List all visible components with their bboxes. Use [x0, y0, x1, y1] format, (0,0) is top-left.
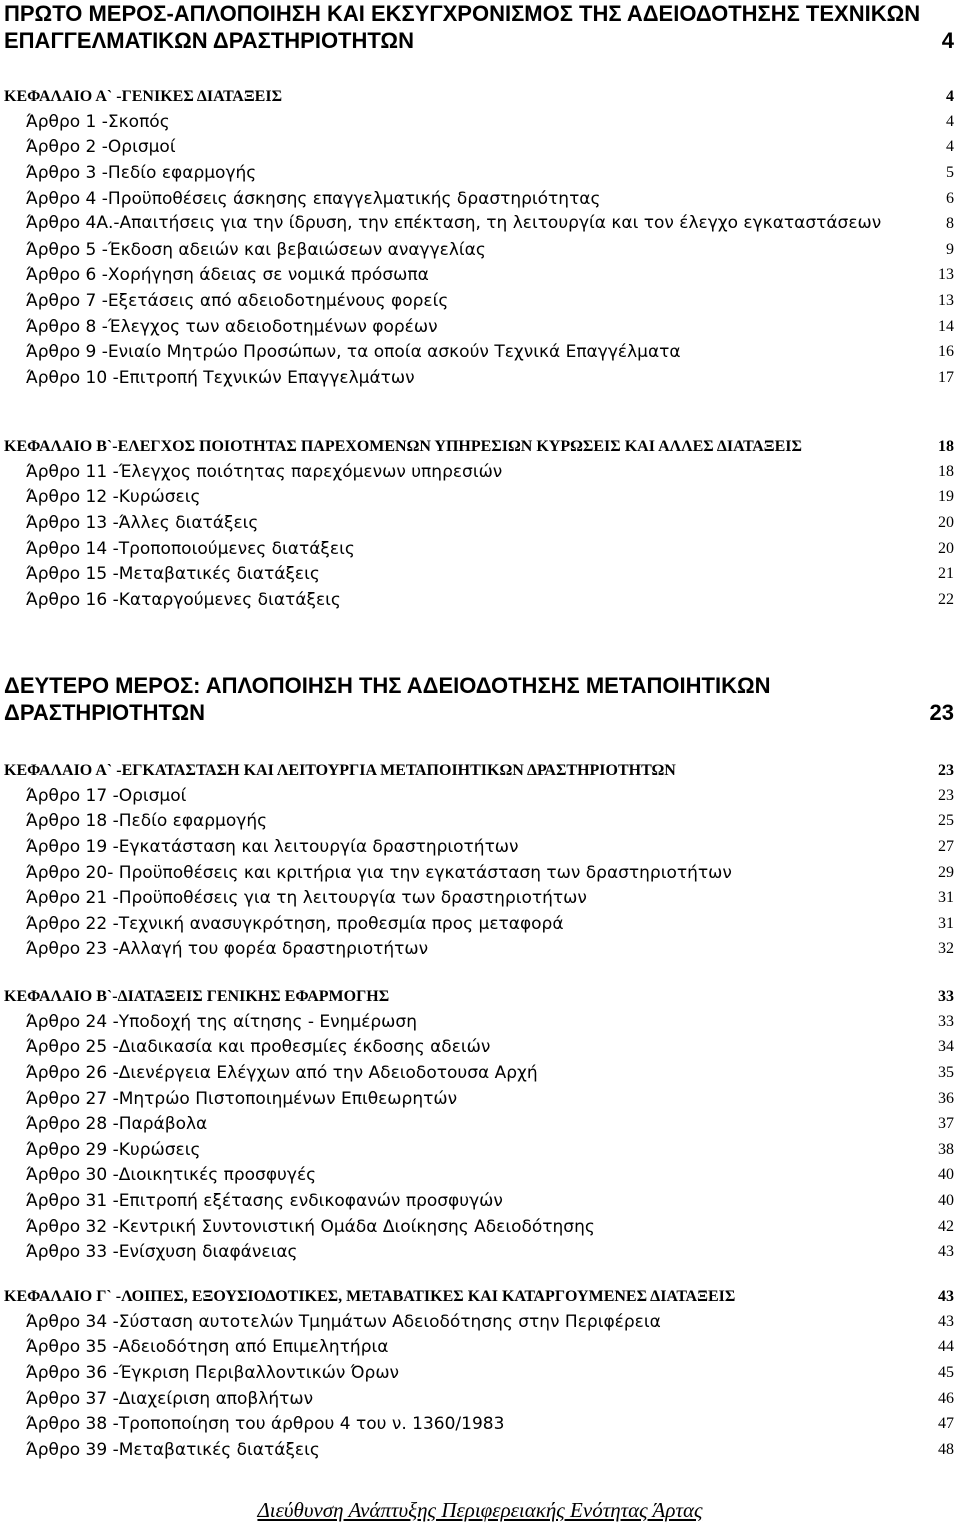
chapter-page-number: 23 — [938, 762, 954, 779]
article-title: Άρθρο 6 -Χορήγηση άδειας σε νομικά πρόσωπα — [26, 265, 429, 286]
article-page-number: 42 — [938, 1217, 954, 1235]
chapter-heading — [4, 758, 954, 783]
toc-article-row — [26, 211, 954, 237]
chapter-title: ΚΕΦΑΛΑΙΟ Α` -ΓΕΝΙΚΕΣ ΔΙΑΤΑΞΕΙΣ — [4, 88, 283, 105]
toc-article-row — [26, 937, 954, 963]
article-page-number: 40 — [938, 1191, 954, 1209]
toc-article-row — [26, 186, 954, 212]
article-page-number: 13 — [938, 291, 954, 309]
chapter-section — [0, 434, 960, 613]
article-title: Άρθρο 15 -Μεταβατικές διατάξεις — [26, 564, 320, 585]
article-title: Άρθρο 37 -Διαχείριση αποβλήτων — [26, 1388, 314, 1409]
part-heading — [4, 672, 954, 726]
toc-article-row — [26, 1360, 954, 1386]
article-title: Άρθρο 3 -Πεδίο εφαρμογής — [26, 162, 257, 183]
article-page-number: 43 — [938, 1243, 954, 1261]
article-page-number: 38 — [938, 1140, 954, 1158]
article-page-number: 27 — [938, 837, 954, 855]
toc-article-row — [26, 783, 954, 809]
article-title: Άρθρο 28 -Παράβολα — [26, 1114, 208, 1135]
article-title: Άρθρο 23 -Αλλαγή του φορέα δραστηριοτήτων — [26, 939, 429, 960]
toc-article-row — [26, 1060, 954, 1086]
chapter-heading — [4, 84, 954, 109]
article-title: Άρθρο 12 -Κυρώσεις — [26, 487, 201, 508]
toc-article-row — [26, 536, 954, 562]
chapter-page-number: 4 — [946, 88, 954, 105]
chapter-heading — [4, 434, 954, 459]
toc-article-row — [26, 263, 954, 289]
article-page-number: 43 — [938, 1312, 954, 1330]
article-title: Άρθρο 32 -Κεντρική Συντονιστική Ομάδα Διοίκησης Αδειοδότησης — [26, 1216, 595, 1237]
toc-article-row — [26, 809, 954, 835]
toc-article-row — [26, 561, 954, 587]
article-title: Άρθρο 2 -Ορισμοί — [26, 137, 176, 158]
chapter-section — [0, 758, 960, 962]
article-title: Άρθρο 16 -Καταργούμενες διατάξεις — [26, 589, 341, 610]
article-page-number: 22 — [938, 590, 954, 608]
toc-article-row — [26, 1411, 954, 1437]
toc-article-row — [26, 160, 954, 186]
article-page-number: 9 — [946, 240, 954, 258]
article-page-number: 4 — [946, 112, 954, 130]
toc-article-row — [26, 365, 954, 391]
article-page-number: 35 — [938, 1063, 954, 1081]
article-title: Άρθρο 4 -Προϋποθέσεις άσκησης επαγγελματικής δραστηριότητας — [26, 188, 601, 209]
chapter-title: ΚΕΦΑΛΑΙΟ Α` -ΕΓΚΑΤΑΣΤΑΣΗ ΚΑΙ ΛΕΙΤΟΥΡΓΙΑ ΜΕΤΑΠΟΙΗΤΙΚΩΝ ΔΡΑΣΤΗΡΙΟΤΗΤΩΝ — [4, 762, 676, 779]
article-page-number: 29 — [938, 863, 954, 881]
toc-article-row — [26, 1335, 954, 1361]
part-title: ΠΡΩΤΟ ΜΕΡΟΣ-ΑΠΛΟΠΟΙΗΣΗ ΚΑΙ ΕΚΣΥΓΧΡΟΝΙΣΜΟΣ ΤΗΣ ΑΔΕΙΟΔΟΤΗΣΗΣ ΤΕΧΝΙΚΩΝ ΕΠΑΓΓΕΛΜΑΤΙΚΩΝ ΔΡΑΣΤΗΡΙΟΤΗΤΩΝ — [4, 1, 921, 53]
toc-article-row — [26, 1086, 954, 1112]
toc-article-row — [26, 911, 954, 937]
article-title: Άρθρο 33 -Ενίσχυση διαφάνειας — [26, 1242, 298, 1263]
toc-article-row — [26, 1035, 954, 1061]
article-title: Άρθρο 24 -Υποδοχή της αίτησης - Ενημέρωση — [26, 1011, 417, 1032]
toc-article-row — [26, 510, 954, 536]
part-title: ΔΕΥΤΕΡΟ ΜΕΡΟΣ: ΑΠΛΟΠΟΙΗΣΗ ΤΗΣ ΑΔΕΙΟΔΟΤΗΣΗΣ ΜΕΤΑΠΟΙΗΤΙΚΩΝ ΔΡΑΣΤΗΡΙΟΤΗΤΩΝ — [4, 673, 771, 725]
article-title: Άρθρο 34 -Σύσταση αυτοτελών Τμημάτων Αδειοδότησης στην Περιφέρεια — [26, 1311, 661, 1332]
toc-article-row — [26, 1163, 954, 1189]
part-heading — [4, 0, 954, 54]
article-page-number: 48 — [938, 1440, 954, 1458]
toc-article-row — [26, 1386, 954, 1412]
article-title: Άρθρο 22 -Τεχνική ανασυγκρότηση, προθεσμία προς μεταφορά — [26, 913, 564, 934]
article-title: Άρθρο 17 -Ορισμοί — [26, 785, 187, 806]
article-page-number: 20 — [938, 513, 954, 531]
article-page-number: 18 — [938, 462, 954, 480]
toc-article-row — [26, 1111, 954, 1137]
chapter-page-number: 43 — [938, 1288, 954, 1305]
article-page-number: 33 — [938, 1012, 954, 1030]
toc-article-row — [26, 1188, 954, 1214]
toc-article-row — [26, 1309, 954, 1335]
part-page-number: 4 — [941, 28, 954, 53]
article-title: Άρθρο 20- Προϋποθέσεις και κριτήρια για την εγκατάσταση των δραστηριοτήτων — [26, 862, 732, 883]
article-page-number: 31 — [938, 889, 954, 907]
part-section — [0, 672, 960, 726]
article-page-number: 23 — [938, 786, 954, 804]
article-title: Άρθρο 27 -Μητρώο Πιστοποιημένων Επιθεωρητών — [26, 1088, 458, 1109]
chapter-title: ΚΕΦΑΛΑΙΟ Β`-ΕΛΕΓΧΟΣ ΠΟΙΟΤΗΤΑΣ ΠΑΡΕΧΟΜΕΝΩΝ ΥΠΗΡΕΣΙΩΝ ΚΥΡΩΣΕΙΣ ΚΑΙ ΑΛΛΕΣ ΔΙΑΤΑΞΕΙΣ — [4, 438, 802, 455]
article-title: Άρθρο 10 -Επιτροπή Τεχνικών Επαγγελμάτων — [26, 367, 415, 388]
chapter-heading — [4, 1284, 954, 1309]
article-title: Άρθρο 25 -Διαδικασία και προθεσμίες έκδοσης αδειών — [26, 1037, 491, 1058]
article-page-number: 31 — [938, 914, 954, 932]
article-title: Άρθρο 14 -Τροποποιούμενες διατάξεις — [26, 538, 355, 559]
toc-article-row — [26, 885, 954, 911]
chapter-section — [0, 984, 960, 1265]
chapter-page-number: 33 — [938, 988, 954, 1005]
toc-article-row — [26, 1239, 954, 1265]
article-page-number: 21 — [938, 565, 954, 583]
toc-article-row — [26, 1137, 954, 1163]
toc-article-row — [26, 1009, 954, 1035]
chapter-title: ΚΕΦΑΛΑΙΟ Β`-ΔΙΑΤΑΞΕΙΣ ΓΕΝΙΚΗΣ ΕΦΑΡΜΟΓΗΣ — [4, 988, 390, 1005]
toc-article-row — [26, 237, 954, 263]
article-title: Άρθρο 38 -Τροποποίηση του άρθρου 4 του ν. 1360/1983 — [26, 1414, 505, 1435]
article-title: Άρθρο 4Α.-Απαιτήσεις για την ίδρυση, την επέκταση, τη λειτουργία και τον έλεγχο εγκαταστάσεων — [26, 213, 882, 234]
part-page-number: 23 — [929, 700, 954, 725]
toc-article-row — [26, 834, 954, 860]
toc-article-row — [26, 109, 954, 135]
toc-article-row — [26, 860, 954, 886]
article-title: Άρθρο 36 -Έγκριση Περιβαλλοντικών Όρων — [26, 1362, 400, 1383]
toc-article-row — [26, 1214, 954, 1240]
toc-article-row — [26, 314, 954, 340]
article-title: Άρθρο 13 -Άλλες διατάξεις — [26, 512, 259, 533]
article-page-number: 45 — [938, 1363, 954, 1381]
article-title: Άρθρο 19 -Εγκατάσταση και λειτουργία δραστηριοτήτων — [26, 836, 519, 857]
article-page-number: 25 — [938, 812, 954, 830]
article-title: Άρθρο 5 -Έκδοση αδειών και βεβαιώσεων αναγγελίας — [26, 239, 486, 260]
article-page-number: 47 — [938, 1415, 954, 1433]
footer-text: Διεύθυνση Ανάπτυξης Περιφερειακής Ενότητας Άρτας — [257, 1498, 703, 1522]
article-title: Άρθρο 26 -Διενέργεια Ελέγχων από την Αδειοδοτουσα Αρχή — [26, 1062, 538, 1083]
article-page-number: 4 — [946, 138, 954, 156]
article-page-number: 19 — [938, 488, 954, 506]
chapter-section — [0, 84, 960, 391]
article-page-number: 37 — [938, 1115, 954, 1133]
article-title: Άρθρο 9 -Ενιαίο Μητρώο Προσώπων, τα οποία ασκούν Τεχνικά Επαγγέλματα — [26, 342, 681, 363]
article-page-number: 16 — [938, 343, 954, 361]
article-title: Άρθρο 8 -Έλεγχος των αδειοδοτημένων φορέων — [26, 316, 438, 337]
article-title: Άρθρο 30 -Διοικητικές προσφυγές — [26, 1165, 317, 1186]
article-page-number: 32 — [938, 940, 954, 958]
article-title: Άρθρο 39 -Μεταβατικές διατάξεις — [26, 1439, 320, 1460]
article-page-number: 36 — [938, 1089, 954, 1107]
article-title: Άρθρο 1 -Σκοπός — [26, 111, 170, 132]
toc-article-row — [26, 459, 954, 485]
chapter-page-number: 18 — [938, 438, 954, 455]
article-title: Άρθρο 35 -Αδειοδότηση από Επιμελητήρια — [26, 1337, 389, 1358]
toc-article-row — [26, 485, 954, 511]
article-page-number: 44 — [938, 1338, 954, 1356]
article-title: Άρθρο 18 -Πεδίο εφαρμογής — [26, 811, 268, 832]
chapter-title: ΚΕΦΑΛΑΙΟ Γ` -ΛΟΙΠΕΣ, ΕΞΟΥΣΙΟΔΟΤΙΚΕΣ, ΜΕΤΑΒΑΤΙΚΕΣ ΚΑΙ ΚΑΤΑΡΓΟΥΜΕΝΕΣ ΔΙΑΤΑΞΕΙΣ — [4, 1288, 736, 1305]
toc-article-row — [26, 135, 954, 161]
article-title: Άρθρο 7 -Εξετάσεις από αδειοδοτημένους φορείς — [26, 290, 449, 311]
article-page-number: 8 — [946, 215, 954, 233]
toc-article-row — [26, 587, 954, 613]
chapter-heading — [4, 984, 954, 1009]
article-page-number: 13 — [938, 266, 954, 284]
article-page-number: 40 — [938, 1166, 954, 1184]
article-page-number: 6 — [946, 189, 954, 207]
article-title: Άρθρο 29 -Κυρώσεις — [26, 1139, 201, 1160]
article-page-number: 46 — [938, 1389, 954, 1407]
article-page-number: 20 — [938, 539, 954, 557]
article-page-number: 5 — [946, 163, 954, 181]
chapter-section — [0, 1284, 960, 1463]
article-page-number: 17 — [938, 368, 954, 386]
toc-article-row — [26, 1437, 954, 1463]
article-title: Άρθρο 21 -Προϋποθέσεις για τη λειτουργία των δραστηριοτήτων — [26, 888, 587, 909]
article-title: Άρθρο 11 -Έλεγχος ποιότητας παρεχόμενων υπηρεσιών — [26, 461, 503, 482]
article-page-number: 34 — [938, 1038, 954, 1056]
toc-article-row — [26, 288, 954, 314]
part-section — [0, 0, 960, 54]
article-page-number: 14 — [938, 317, 954, 335]
article-title: Άρθρο 31 -Επιτροπή εξέτασης ενδικοφανών προσφυγών — [26, 1190, 503, 1211]
toc-article-row — [26, 339, 954, 365]
